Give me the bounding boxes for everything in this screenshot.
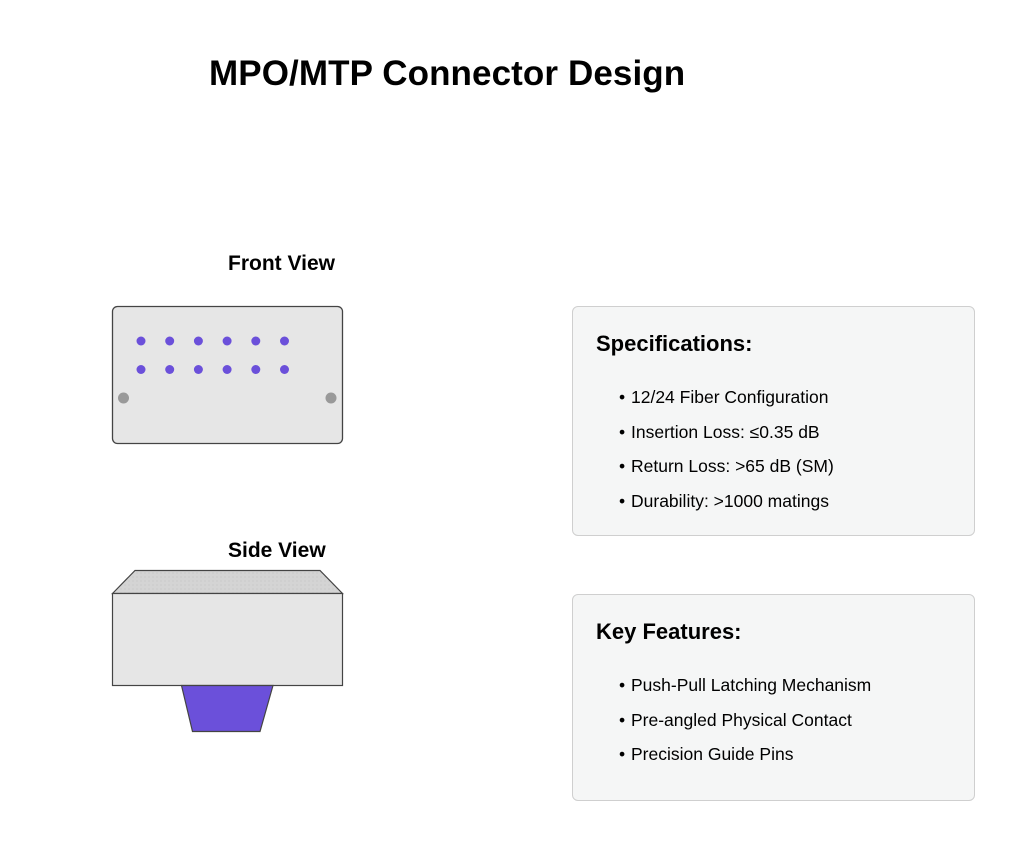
bullet-icon: •: [619, 456, 626, 476]
fiber-icon: [194, 337, 203, 346]
feature-push-pull: Push-Pull Latching Mechanism: [631, 675, 872, 695]
list-item: [619, 484, 834, 519]
front-view: [113, 307, 343, 444]
key-features-card: [572, 594, 975, 801]
feature-guide-pins: Precision Guide Pins: [631, 744, 794, 764]
fiber-icon: [251, 365, 260, 374]
bullet-icon: •: [619, 421, 626, 442]
fiber-icon: [223, 365, 232, 374]
fiber-icon: [137, 337, 146, 346]
side-ferrule: [182, 686, 274, 732]
specifications-heading: Specifications:: [596, 331, 753, 356]
front-connector-body: [113, 307, 343, 444]
bullet-icon: •: [619, 387, 626, 407]
list-item: [619, 668, 871, 703]
side-latch-top: [113, 571, 343, 594]
list-item: [619, 380, 834, 415]
list-item: [619, 449, 834, 484]
spec-insertion-loss: Insertion Loss: ≤0.35 dB: [631, 421, 820, 442]
list-item: [619, 415, 834, 450]
spec-return-loss: Return Loss: >65 dB (SM): [631, 456, 834, 476]
list-item: [619, 737, 871, 772]
fiber-icon: [165, 337, 174, 346]
spec-fiber-config: 12/24 Fiber Configuration: [631, 387, 829, 407]
feature-angled-contact: Pre-angled Physical Contact: [631, 709, 852, 730]
specifications-card: [572, 306, 975, 536]
guide-pin-left-icon: [118, 393, 129, 404]
fiber-icon: [223, 337, 232, 346]
fiber-icon: [194, 365, 203, 374]
fiber-icon: [280, 365, 289, 374]
front-view-label: Front View: [228, 252, 335, 275]
side-connector-body: [113, 594, 343, 686]
page-title: MPO/MTP Connector Design: [209, 54, 686, 93]
bullet-icon: •: [619, 675, 626, 695]
key-features-heading: Key Features:: [596, 619, 742, 644]
spec-durability: Durability: >1000 matings: [631, 490, 829, 511]
bullet-icon: •: [619, 490, 626, 511]
bullet-icon: •: [619, 744, 626, 764]
bullet-icon: •: [619, 709, 626, 730]
key-features-list: [619, 668, 871, 772]
specifications-list: [619, 380, 834, 518]
guide-pin-right-icon: [326, 393, 337, 404]
side-view: [113, 571, 343, 732]
fiber-icon: [165, 365, 174, 374]
fiber-icon: [251, 337, 260, 346]
list-item: [619, 703, 871, 738]
fiber-icon: [137, 365, 146, 374]
side-view-label: Side View: [228, 539, 326, 562]
fiber-icon: [280, 337, 289, 346]
